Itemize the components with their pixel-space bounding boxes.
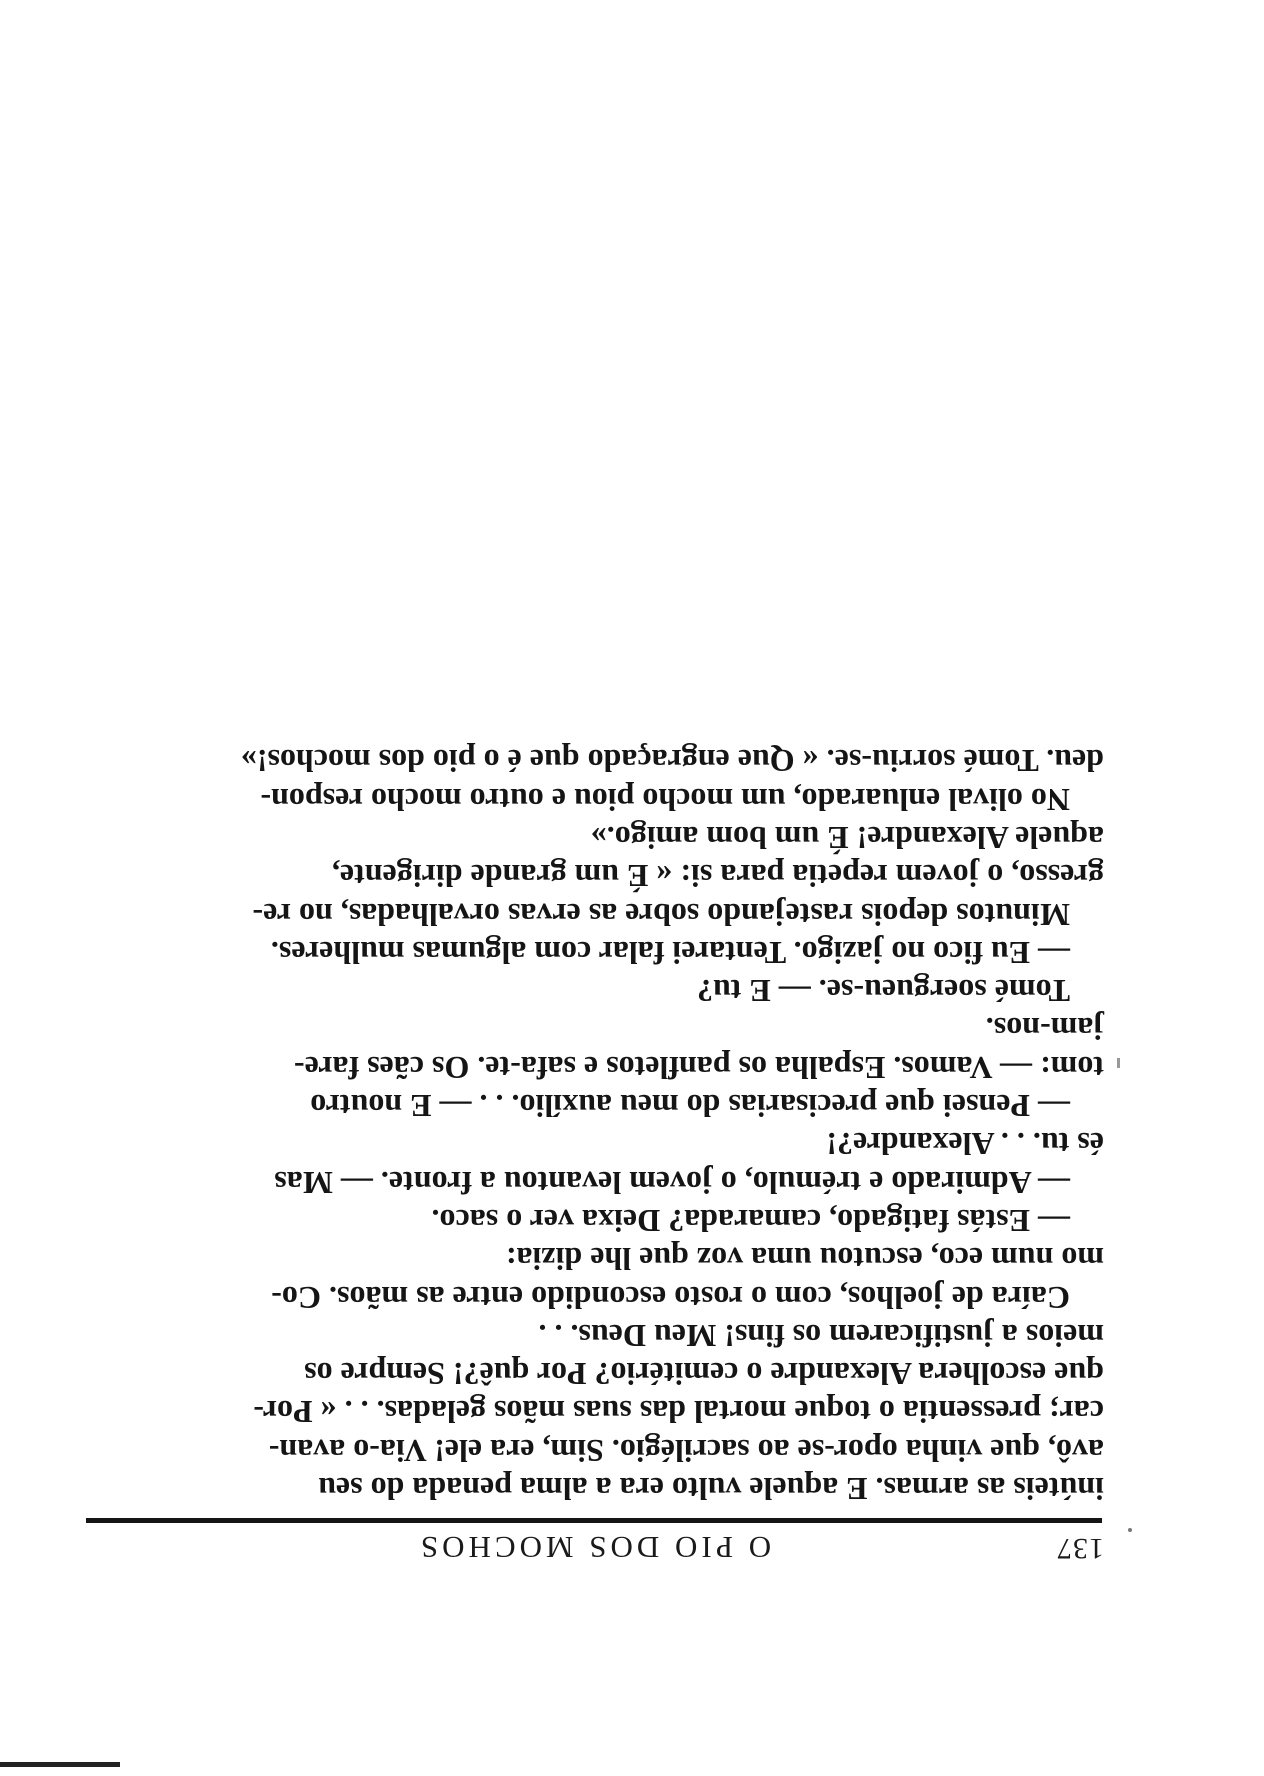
text-line: mo num eco, escutou uma voz que lhe dizia: [505,1241,1104,1278]
text-line: Caíra de joelhos, com o rosto escondido entre as mãos. Co- [271,1279,1070,1316]
text-line: — Pensei que precisarias do meu auxílio. . . — E noutro [310,1088,1070,1125]
text-line: és tu. . . Alexandre?! [826,1126,1104,1163]
text-line: — Eu fico no jazigo. Tentarei falar com algumas mulheres. [270,934,1070,971]
text-line: gresso, o jovem repetia para si: « É um grande dirigente, [331,858,1104,895]
page-number: 137 [1056,1532,1104,1565]
text-line: inúteis as armas. E aquele vulto era a alma penada do seu [318,1471,1104,1507]
text-line: car; pressentia o toque mortal das suas mãos geladas. . . « Por- [253,1394,1104,1431]
text-line: tom: — Vamos. Espalha os panfletos e safa-te. Os cães fare- [293,1049,1104,1086]
text-line: Tomé soergueu-se. — E tu? [696,973,1070,1010]
text-line: meios a justificarem os fins! Meu Deus. . . [538,1317,1104,1354]
page-header [84,1525,1104,1565]
text-line: avô, que vinha opor-se ao sacrilégio. Sim, era ele! Via-o avan- [268,1432,1104,1469]
text-line: — Estás fatigado, camarada? Deixa ver o saco. [431,1202,1070,1239]
body-text [84,742,1104,1508]
scan-speck [1128,1528,1132,1532]
header-rule [86,1518,1102,1523]
text-line: — Admirado e trémulo, o jovem levantou a fronte. — Mas [274,1164,1070,1201]
text-line: deu. Tomé sorriu-se. « Que engraçado que é o pio dos mochos!» [240,743,1104,780]
text-line: que escolhera Alexandre o cemitério? Por quê?! Sempre os [304,1356,1104,1393]
text-line: aquele Alexandre! É um bom amigo.» [590,819,1104,856]
scan-edge-shadow [0,1762,120,1767]
running-title: O PIO DOS MOCHOS [416,1530,772,1565]
text-line: jam-nos. [985,1011,1104,1048]
text-line: No olival enluarado, um mocho piou e outro mocho respon- [260,781,1070,818]
scan-speck [1117,1058,1120,1068]
text-line: Minutos depois rastejando sobre as ervas orvalhadas, no re- [252,896,1070,933]
